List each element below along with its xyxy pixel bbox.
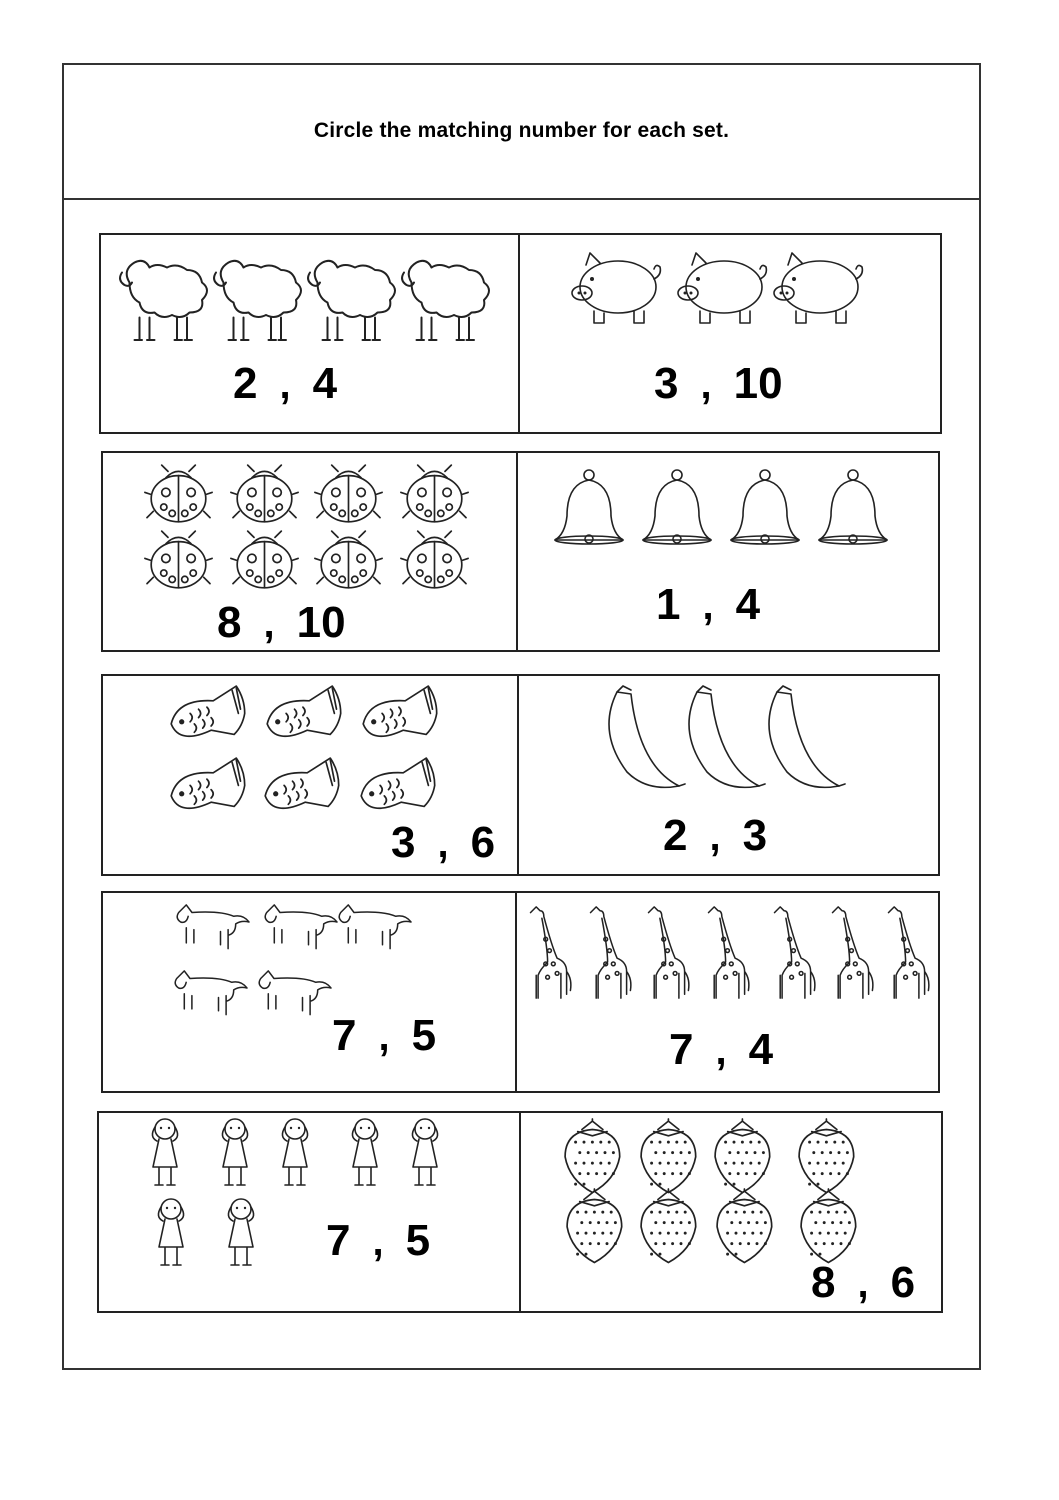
ladybug-icon: [401, 531, 468, 588]
horse-icon: [259, 971, 331, 1015]
set-cell-bananas: [519, 676, 938, 874]
strawberry-icon: [801, 1189, 856, 1263]
fish-icon: [361, 758, 434, 808]
number-choices: 1 , 4: [656, 580, 761, 629]
strawberry-icon-group: [521, 1113, 941, 1268]
choice-number[interactable]: 10: [733, 359, 783, 408]
banana-icon: [689, 686, 765, 787]
horse-icon: [177, 905, 249, 949]
choice-number[interactable]: 6: [890, 1258, 916, 1307]
choice-number[interactable]: 7: [326, 1216, 351, 1265]
fish-icon: [265, 758, 339, 808]
set-cell-ladybugs: [103, 453, 516, 650]
fish-icon-group: [103, 676, 517, 826]
set-row-3: [101, 674, 940, 876]
giraffe-icon: [889, 907, 929, 998]
choice-number[interactable]: 3: [391, 818, 416, 867]
set-row-1: [99, 233, 942, 434]
bell-icon-group: [518, 453, 938, 573]
number-choices: 7 , 5: [332, 1011, 437, 1060]
sheep-icon: [402, 261, 489, 340]
choice-number[interactable]: 8: [811, 1258, 836, 1307]
strawberry-icon: [641, 1189, 696, 1263]
giraffe-icon: [833, 907, 873, 998]
set-row-5: [97, 1111, 943, 1313]
set-cell-horses: [103, 893, 515, 1091]
fish-icon: [171, 758, 245, 808]
strawberry-icon: [565, 1119, 620, 1193]
choice-number[interactable]: 2: [663, 811, 688, 860]
set-cell-giraffes: [517, 893, 938, 1091]
strawberry-icon: [641, 1119, 696, 1193]
banana-icon-group: [519, 676, 938, 806]
sheep-icon: [214, 261, 301, 340]
number-choices: 7 , 4: [669, 1025, 774, 1074]
number-choices: 8 , 6: [811, 1258, 916, 1307]
strawberry-icon: [715, 1119, 770, 1193]
giraffe-icon: [649, 907, 689, 998]
giraffe-icon: [591, 907, 631, 998]
choice-number[interactable]: 5: [411, 1011, 437, 1060]
set-row-2: [101, 451, 940, 652]
sheep-icon: [120, 261, 207, 340]
horse-icon-group: [103, 893, 515, 1033]
bell-icon: [643, 470, 711, 544]
horse-icon: [339, 905, 411, 949]
number-choices: 2 , 3: [663, 811, 768, 860]
set-cell-fish: [103, 676, 517, 874]
number-choices: 3 , 10: [654, 359, 783, 408]
girl-icon: [152, 1119, 177, 1185]
choice-number[interactable]: 3: [742, 811, 768, 860]
ladybug-icon-group: [103, 453, 516, 603]
ladybug-icon: [315, 465, 382, 522]
set-row-4: [101, 891, 940, 1093]
choice-number[interactable]: 3: [654, 359, 679, 408]
giraffe-icon: [531, 907, 571, 998]
ladybug-icon: [231, 465, 298, 522]
choice-number[interactable]: 8: [217, 598, 242, 647]
giraffe-icon: [775, 907, 815, 998]
girl-icon: [412, 1119, 437, 1185]
strawberry-icon: [799, 1119, 854, 1193]
set-cell-girls: [99, 1113, 519, 1311]
banana-icon: [609, 686, 685, 787]
number-choices: 3 , 6: [391, 818, 496, 867]
fish-icon: [171, 686, 245, 736]
banana-icon: [769, 686, 845, 787]
number-choices: 2 , 4: [233, 359, 338, 408]
worksheet-header: [64, 65, 979, 200]
choice-number[interactable]: 4: [748, 1025, 774, 1074]
strawberry-icon: [717, 1189, 772, 1263]
bell-icon: [731, 470, 799, 544]
set-cell-pigs: [520, 235, 940, 432]
number-choices: 8 , 10: [217, 598, 346, 647]
horse-icon: [175, 971, 247, 1015]
fish-icon: [363, 686, 436, 736]
girl-icon: [282, 1119, 307, 1185]
choice-number[interactable]: 4: [312, 359, 338, 408]
pig-icon: [678, 253, 766, 323]
choice-number[interactable]: 4: [735, 580, 761, 629]
choice-number[interactable]: 5: [405, 1216, 431, 1265]
giraffe-icon-group: [517, 893, 938, 1013]
girl-icon-group: [99, 1113, 519, 1283]
choice-number[interactable]: 6: [470, 818, 496, 867]
horse-icon: [265, 905, 337, 949]
set-cell-bells: [518, 453, 938, 650]
choice-number[interactable]: 2: [233, 359, 258, 408]
fish-icon: [267, 686, 341, 736]
giraffe-icon: [709, 907, 749, 998]
set-cell-sheep: [101, 235, 518, 432]
girl-icon: [228, 1199, 253, 1265]
strawberry-icon: [567, 1189, 622, 1263]
choice-number[interactable]: 10: [296, 598, 346, 647]
choice-number[interactable]: 7: [332, 1011, 357, 1060]
pig-icon-group: [520, 235, 940, 355]
pig-icon: [572, 253, 660, 323]
choice-number[interactable]: 1: [656, 580, 681, 629]
bell-icon: [819, 470, 887, 544]
bell-icon: [555, 470, 623, 544]
ladybug-icon: [145, 465, 212, 522]
girl-icon: [158, 1199, 183, 1265]
sheep-icon-group: [101, 235, 518, 355]
set-cell-strawberries: [521, 1113, 941, 1311]
pig-icon: [774, 253, 862, 323]
ladybug-icon: [401, 465, 468, 522]
ladybug-icon: [145, 531, 212, 588]
choice-number[interactable]: 7: [669, 1025, 694, 1074]
ladybug-icon: [315, 531, 382, 588]
instruction-text: Circle the matching number for each set.: [313, 119, 730, 142]
girl-icon: [352, 1119, 377, 1185]
ladybug-icon: [231, 531, 298, 588]
girl-icon: [222, 1119, 247, 1185]
number-choices: 7 , 5: [326, 1216, 431, 1265]
sheep-icon: [308, 261, 395, 340]
